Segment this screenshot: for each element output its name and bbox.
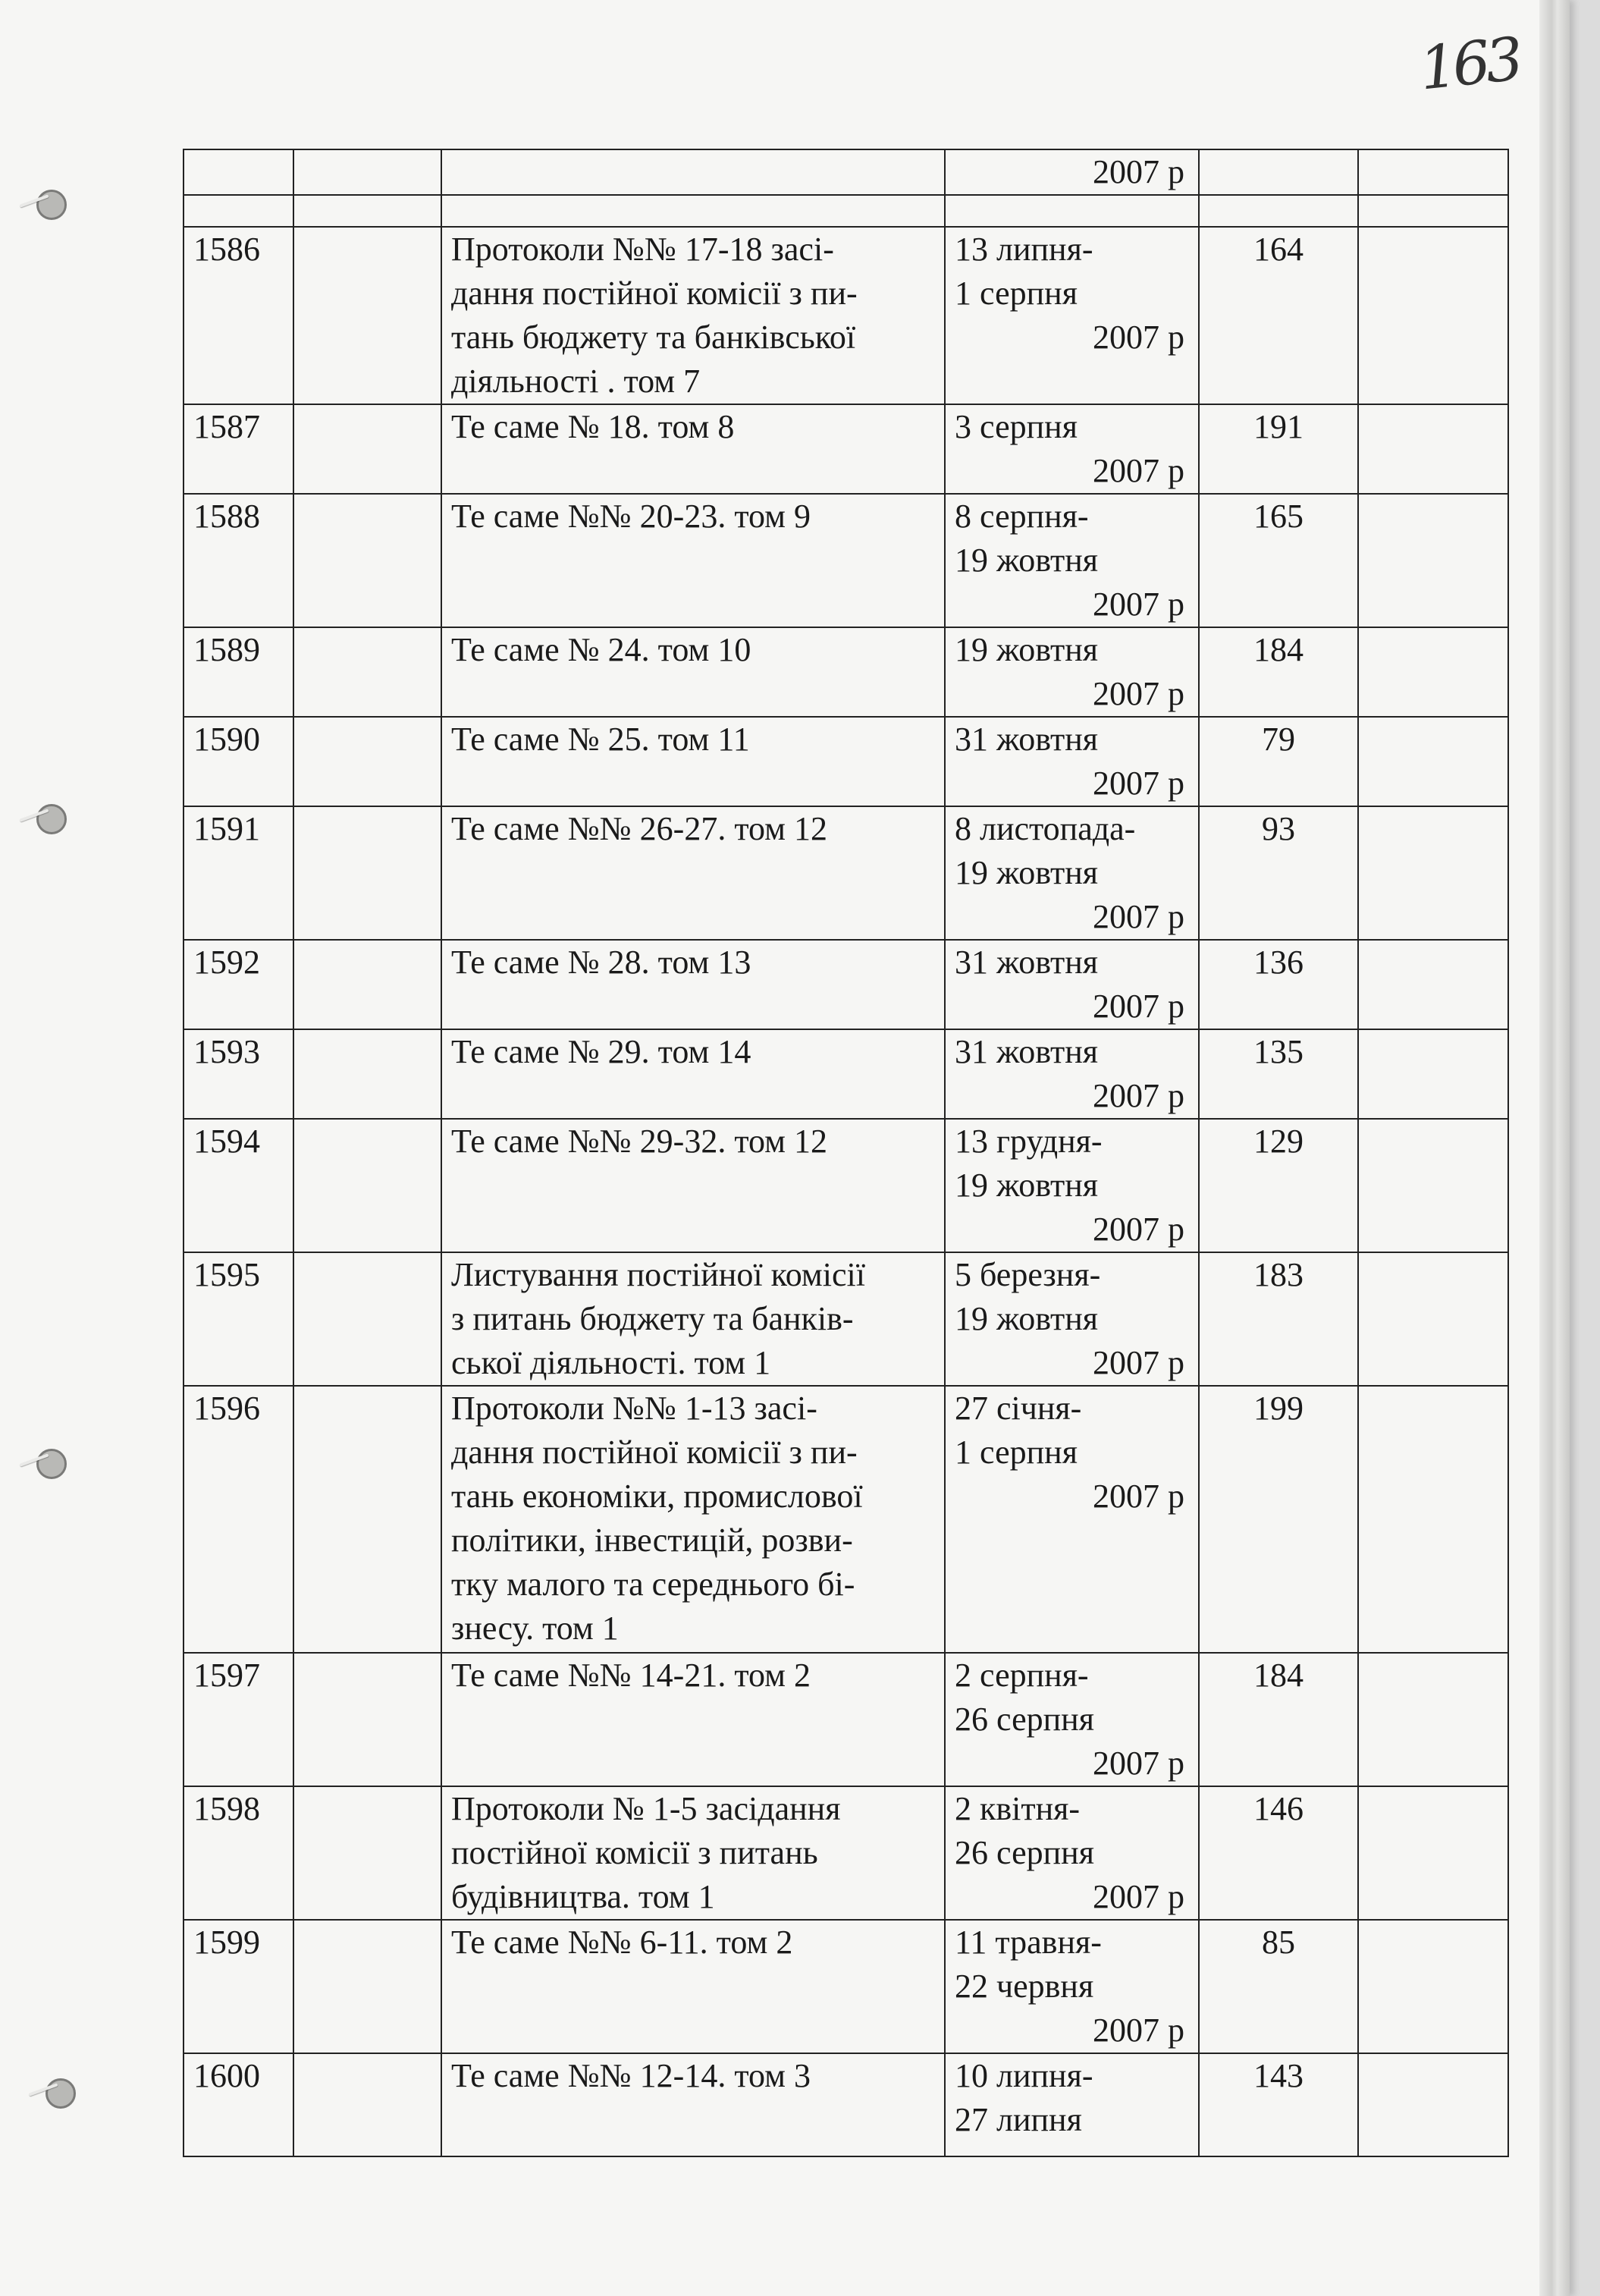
item-number: 1598 bbox=[184, 1786, 293, 1920]
date-year: 2007 р bbox=[1093, 675, 1184, 712]
date-line: 13 липня- bbox=[955, 231, 1093, 268]
title-line: Те саме №№ 12-14. том 3 bbox=[451, 2057, 811, 2094]
table-row bbox=[184, 1029, 1508, 1119]
blank-cell bbox=[293, 806, 441, 940]
title-line: Те саме № 28. том 13 bbox=[451, 944, 751, 981]
notes-cell bbox=[1358, 806, 1508, 940]
blank-cell bbox=[293, 1386, 441, 1653]
blank-cell bbox=[293, 404, 441, 494]
item-number: 1588 bbox=[184, 494, 293, 627]
date-line: 22 червня bbox=[955, 1968, 1094, 2005]
page-edge bbox=[1539, 0, 1570, 2296]
blank-cell bbox=[293, 1786, 441, 1920]
item-title bbox=[441, 2053, 945, 2156]
page-count: 184 bbox=[1199, 1653, 1358, 1786]
notes-cell bbox=[1358, 717, 1508, 806]
title-line: Листування постійної комісії bbox=[451, 1256, 865, 1293]
date-year: 2007 р bbox=[1093, 586, 1184, 623]
title-line: Те саме №№ 20-23. том 9 bbox=[451, 498, 811, 535]
archive-inventory-table bbox=[183, 149, 1509, 2157]
title-line: тку малого та середнього бі- bbox=[451, 1566, 855, 1603]
page-count: 79 bbox=[1199, 717, 1358, 806]
title-line: тань економіки, промислової bbox=[451, 1478, 863, 1515]
table-row-continuation bbox=[184, 149, 1508, 195]
date-line: 2 квітня- bbox=[955, 1790, 1081, 1827]
date-year: 2007 р bbox=[1093, 153, 1184, 190]
item-title bbox=[441, 1653, 945, 1786]
date-line: 1 серпня bbox=[955, 1434, 1078, 1471]
item-number: 1590 bbox=[184, 717, 293, 806]
date-year: 2007 р bbox=[1093, 1211, 1184, 1248]
notes-cell bbox=[1358, 2053, 1508, 2156]
item-title bbox=[441, 717, 945, 806]
title-line: Те саме №№ 26-27. том 12 bbox=[451, 810, 827, 847]
blank-cell bbox=[293, 1653, 441, 1786]
item-dates bbox=[945, 1920, 1199, 2053]
notes-cell bbox=[1358, 1119, 1508, 1252]
title-line: Протоколи № 1-5 засідання bbox=[451, 1790, 841, 1827]
notes-cell bbox=[1358, 227, 1508, 404]
table-row bbox=[184, 1386, 1508, 1653]
table-row bbox=[184, 627, 1508, 717]
title-line: дання постійної комісії з пи- bbox=[451, 1434, 858, 1471]
item-number: 1591 bbox=[184, 806, 293, 940]
date-year: 2007 р bbox=[1093, 1878, 1184, 1915]
notes-cell bbox=[1358, 1029, 1508, 1119]
item-title bbox=[441, 404, 945, 494]
date-line: 27 січня- bbox=[955, 1390, 1082, 1427]
item-dates bbox=[945, 1386, 1199, 1653]
item-number: 1594 bbox=[184, 1119, 293, 1252]
item-number: 1596 bbox=[184, 1386, 293, 1653]
title-line: тань бюджету та банківської bbox=[451, 319, 856, 356]
item-title bbox=[441, 806, 945, 940]
item-number: 1599 bbox=[184, 1920, 293, 2053]
page-count: 164 bbox=[1199, 227, 1358, 404]
item-title bbox=[441, 1920, 945, 2053]
date-year: 2007 р bbox=[1093, 319, 1184, 356]
table-row bbox=[184, 1119, 1508, 1252]
blank-cell bbox=[293, 1119, 441, 1252]
title-line: з питань бюджету та банків- bbox=[451, 1300, 854, 1337]
binding-hole bbox=[36, 1449, 67, 1479]
notes-cell bbox=[1358, 1252, 1508, 1386]
title-line: Те саме №№ 6-11. том 2 bbox=[451, 1924, 793, 1961]
table-row bbox=[184, 1786, 1508, 1920]
page-count: 191 bbox=[1199, 404, 1358, 494]
item-dates bbox=[945, 1653, 1199, 1786]
date-line: 5 березня- bbox=[955, 1256, 1101, 1293]
item-dates bbox=[945, 1029, 1199, 1119]
date-line: 19 жовтня bbox=[955, 1167, 1098, 1204]
page-count: 135 bbox=[1199, 1029, 1358, 1119]
date-line: 19 жовтня bbox=[955, 542, 1098, 579]
item-dates bbox=[945, 806, 1199, 940]
date-line: 27 липня bbox=[955, 2101, 1082, 2138]
date-line: 31 жовтня bbox=[955, 944, 1098, 981]
item-number: 1589 bbox=[184, 627, 293, 717]
date-year: 2007 р bbox=[1093, 2012, 1184, 2049]
item-number: 1597 bbox=[184, 1653, 293, 1786]
table-row bbox=[184, 404, 1508, 494]
title-line: Те саме №№ 14-21. том 2 bbox=[451, 1657, 811, 1694]
binding-hole bbox=[45, 2078, 76, 2109]
page-count: 184 bbox=[1199, 627, 1358, 717]
title-line: Те саме № 18. том 8 bbox=[451, 408, 735, 445]
blank-cell bbox=[293, 627, 441, 717]
item-title bbox=[441, 494, 945, 627]
item-number: 1600 bbox=[184, 2053, 293, 2156]
item-dates bbox=[945, 494, 1199, 627]
page-count: 146 bbox=[1199, 1786, 1358, 1920]
table-row bbox=[184, 494, 1508, 627]
date-line: 31 жовтня bbox=[955, 721, 1098, 758]
item-dates bbox=[945, 1252, 1199, 1386]
binding-hole bbox=[36, 190, 67, 220]
page-count: 199 bbox=[1199, 1386, 1358, 1653]
item-title bbox=[441, 1386, 945, 1653]
date-line: 8 листопада- bbox=[955, 810, 1136, 847]
date-year: 2007 р bbox=[1093, 1745, 1184, 1782]
blank-cell bbox=[293, 717, 441, 806]
item-dates bbox=[945, 1786, 1199, 1920]
table-row bbox=[184, 717, 1508, 806]
notes-cell bbox=[1358, 404, 1508, 494]
date-line: 2 серпня- bbox=[955, 1657, 1089, 1694]
date-year: 2007 р bbox=[1093, 1344, 1184, 1381]
title-line: діяльності . том 7 bbox=[451, 363, 701, 400]
date-line: 19 жовтня bbox=[955, 631, 1098, 668]
title-line: Протоколи №№ 17-18 засі- bbox=[451, 231, 834, 268]
item-title bbox=[441, 1119, 945, 1252]
notes-cell bbox=[1358, 1386, 1508, 1653]
date-line: 8 серпня- bbox=[955, 498, 1089, 535]
item-number: 1587 bbox=[184, 404, 293, 494]
date-line: 19 жовтня bbox=[955, 1300, 1098, 1337]
title-line: Те саме № 29. том 14 bbox=[451, 1033, 751, 1070]
item-title bbox=[441, 627, 945, 717]
table-row bbox=[184, 806, 1508, 940]
title-line: ської діяльності. том 1 bbox=[451, 1344, 771, 1381]
page-count: 129 bbox=[1199, 1119, 1358, 1252]
table-row bbox=[184, 227, 1508, 404]
title-line: політики, інвестицій, розви- bbox=[451, 1522, 853, 1559]
date-line: 11 травня- bbox=[955, 1924, 1102, 1961]
blank-cell bbox=[293, 1252, 441, 1386]
item-title bbox=[441, 227, 945, 404]
date-year: 2007 р bbox=[1093, 1478, 1184, 1515]
title-line: постійної комісії з питань bbox=[451, 1834, 818, 1871]
folio-number: 163 bbox=[1416, 25, 1523, 104]
title-line: Протоколи №№ 1-13 засі- bbox=[451, 1390, 817, 1427]
notes-cell bbox=[1358, 1786, 1508, 1920]
notes-cell bbox=[1358, 494, 1508, 627]
item-title bbox=[441, 1252, 945, 1386]
date-line: 10 липня- bbox=[955, 2057, 1093, 2094]
blank-cell bbox=[293, 2053, 441, 2156]
page-count: 183 bbox=[1199, 1252, 1358, 1386]
date-line: 1 серпня bbox=[955, 275, 1078, 312]
item-dates bbox=[945, 717, 1199, 806]
item-title bbox=[441, 1786, 945, 1920]
item-dates bbox=[945, 1119, 1199, 1252]
notes-cell bbox=[1358, 627, 1508, 717]
blank-cell bbox=[293, 940, 441, 1029]
table-row bbox=[184, 940, 1508, 1029]
item-dates bbox=[945, 2053, 1199, 2156]
date-line: 26 серпня bbox=[955, 1701, 1094, 1738]
item-dates bbox=[945, 404, 1199, 494]
blank-cell bbox=[293, 494, 441, 627]
table-row bbox=[184, 1920, 1508, 2053]
date-year: 2007 р bbox=[1093, 765, 1184, 802]
table-row bbox=[184, 2053, 1508, 2156]
page-count: 85 bbox=[1199, 1920, 1358, 2053]
title-line: Те саме №№ 29-32. том 12 bbox=[451, 1123, 827, 1160]
item-number: 1593 bbox=[184, 1029, 293, 1119]
table-row-blank bbox=[184, 195, 1508, 227]
page-count: 93 bbox=[1199, 806, 1358, 940]
title-line: дання постійної комісії з пи- bbox=[451, 275, 858, 312]
page-count: 136 bbox=[1199, 940, 1358, 1029]
date-line: 3 серпня bbox=[955, 408, 1078, 445]
item-title bbox=[441, 1029, 945, 1119]
date-line: 19 жовтня bbox=[955, 854, 1098, 891]
item-number: 1595 bbox=[184, 1252, 293, 1386]
blank-cell bbox=[293, 1029, 441, 1119]
binding-hole bbox=[36, 804, 67, 834]
date-year: 2007 р bbox=[1093, 898, 1184, 935]
table-row bbox=[184, 1252, 1508, 1386]
item-title bbox=[441, 940, 945, 1029]
item-dates bbox=[945, 627, 1199, 717]
page-count: 165 bbox=[1199, 494, 1358, 627]
notes-cell bbox=[1358, 1920, 1508, 2053]
title-line: Те саме № 25. том 11 bbox=[451, 721, 750, 758]
blank-cell bbox=[293, 1920, 441, 2053]
notes-cell bbox=[1358, 940, 1508, 1029]
title-line: Те саме № 24. том 10 bbox=[451, 631, 751, 668]
date-year: 2007 р bbox=[1093, 988, 1184, 1025]
date-line: 31 жовтня bbox=[955, 1033, 1098, 1070]
item-dates bbox=[945, 940, 1199, 1029]
date-line: 13 грудня- bbox=[955, 1123, 1103, 1160]
item-number: 1586 bbox=[184, 227, 293, 404]
blank-cell bbox=[293, 227, 441, 404]
title-line: будівництва. том 1 bbox=[451, 1878, 715, 1915]
date-year: 2007 р bbox=[1093, 1077, 1184, 1114]
page-count: 143 bbox=[1199, 2053, 1358, 2156]
table-row bbox=[184, 1653, 1508, 1786]
title-line: знесу. том 1 bbox=[451, 1610, 619, 1647]
date-line: 26 серпня bbox=[955, 1834, 1094, 1871]
notes-cell bbox=[1358, 1653, 1508, 1786]
item-dates bbox=[945, 227, 1199, 404]
item-number: 1592 bbox=[184, 940, 293, 1029]
date-year: 2007 р bbox=[1093, 452, 1184, 489]
